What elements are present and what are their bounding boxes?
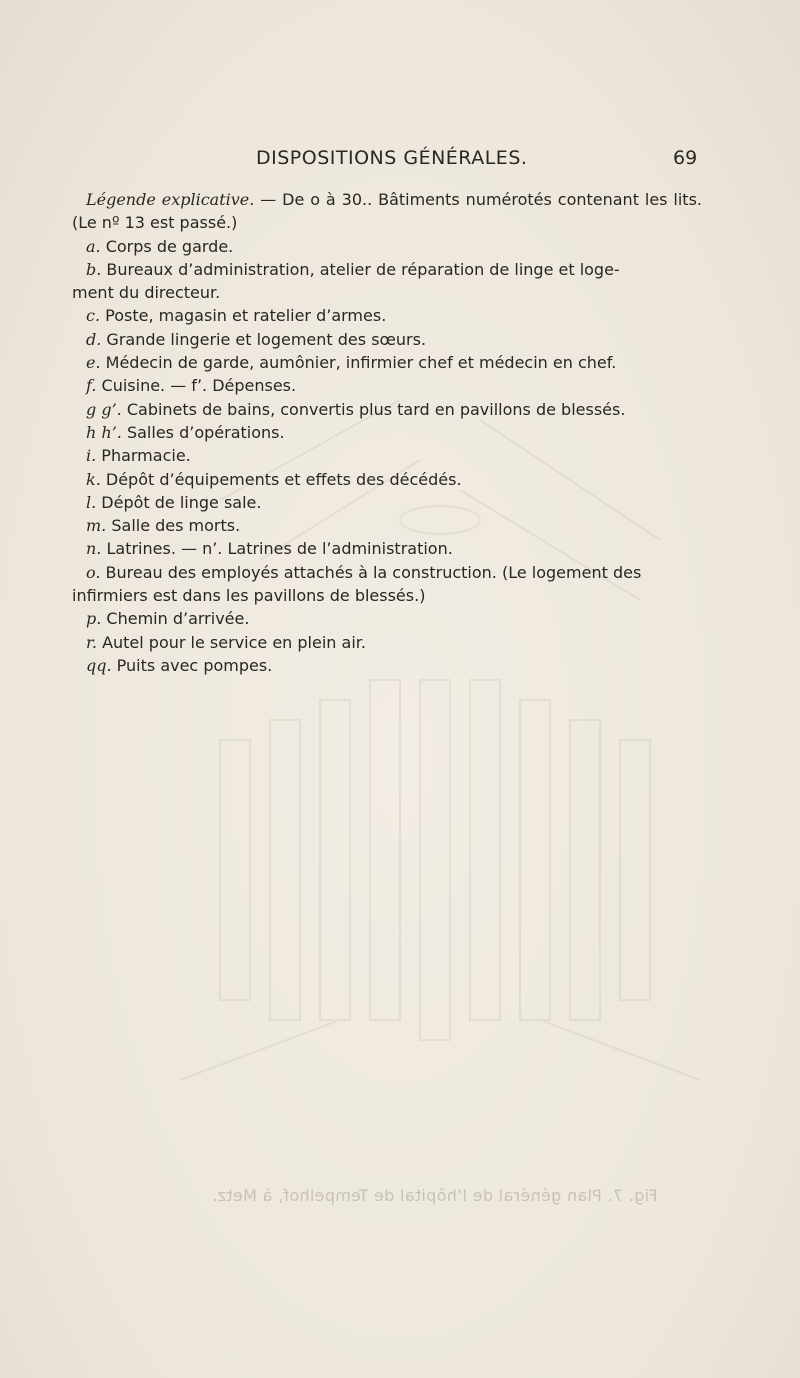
entry-text: Salles d’opérations.: [121, 422, 285, 442]
running-title: DISPOSITIONS GÉNÉRALES.: [256, 147, 528, 169]
page-number: 69: [673, 147, 698, 169]
entry-label: m.: [86, 516, 107, 536]
entry-label: b.: [86, 259, 102, 279]
entry-label: n.: [86, 539, 102, 559]
entry-text: Dépôt de linge sale.: [96, 492, 262, 512]
legend-block: [72, 188, 702, 677]
entry-text: Puits avec pompes.: [111, 655, 273, 675]
legend-entry: [72, 328, 702, 351]
entry-text: Chemin d’arrivée.: [101, 609, 250, 629]
entry-text: Médecin de garde, aumônier, infirmier chef et médecin en chef.: [100, 353, 617, 373]
entry-label: h h’.: [86, 422, 122, 442]
entry-text: Latrines. — n’. Latrines de l’administration.: [101, 539, 453, 559]
entry-label: qq.: [86, 655, 112, 675]
entry-text: Dépôt d’équipements et effets des décédés.: [100, 469, 462, 489]
entry-label: r.: [86, 632, 97, 652]
legend-entry: [72, 351, 702, 374]
entry-label: g g’.: [86, 399, 122, 419]
entry-text: Autel pour le service en plein air.: [96, 632, 366, 652]
legend-entry: [72, 235, 702, 258]
entry-label: o.: [86, 562, 101, 582]
legend-entry: [72, 491, 702, 514]
entry-text: Bureaux d’administration, atelier de réparation de linge et loge-: [101, 259, 620, 279]
entry-label: p.: [86, 609, 102, 629]
legend-entry: [72, 258, 702, 281]
entry-text: Cabinets de bains, convertis plus tard en pavillons de blessés.: [121, 399, 626, 419]
entry-text: Poste, magasin et ratelier d’armes.: [100, 306, 387, 326]
entry-text: Grande lingerie et logement des sœurs.: [101, 329, 427, 349]
legend-entry: [72, 537, 702, 560]
legend-entry: [72, 631, 702, 654]
entry-label: e.: [86, 353, 101, 373]
legend-entry: [72, 398, 702, 421]
legend-intro-text: — De o à 30.. Bâtiments numérotés contenant les lits. (Le nº 13 est passé.): [72, 190, 703, 233]
legend-entry: [72, 304, 702, 327]
bleed-through-caption: Fig. 7. Plan général de l’hôpital de Tempelhof, à Metz.: [212, 1186, 658, 1205]
legend-entry: [72, 468, 702, 491]
legend-entry: [72, 444, 702, 467]
entry-label: c.: [86, 306, 101, 326]
entry-label: d.: [86, 329, 102, 349]
entry-label: a.: [86, 236, 101, 256]
legend-intro: [72, 188, 702, 235]
legend-entry-continuation: [72, 584, 702, 607]
entry-text: infirmiers est dans les pavillons de blessés.): [72, 586, 426, 606]
page-header: [0, 147, 800, 177]
entry-text: Cuisine. — f’. Dépenses.: [96, 376, 297, 396]
legend-entry: [72, 421, 702, 444]
entry-text: Corps de garde.: [100, 236, 234, 256]
legend-entry-continuation: [72, 281, 702, 304]
entry-text: ment du directeur.: [72, 283, 221, 303]
legend-entry: [72, 514, 702, 537]
entry-label: f.: [86, 376, 97, 396]
entry-text: Salle des morts.: [106, 516, 241, 536]
entry-text: Bureau des employés attachés à la construction. (Le logement des: [100, 562, 642, 582]
legend-title: Légende explicative.: [86, 190, 255, 209]
entry-label: i.: [86, 446, 97, 466]
legend-entry: [72, 607, 702, 630]
entry-label: l.: [86, 492, 97, 512]
legend-entry: [72, 561, 702, 584]
entry-label: k.: [86, 469, 101, 489]
legend-entry: [72, 374, 702, 397]
entry-text: Pharmacie.: [96, 446, 191, 466]
legend-entry: [72, 654, 702, 677]
